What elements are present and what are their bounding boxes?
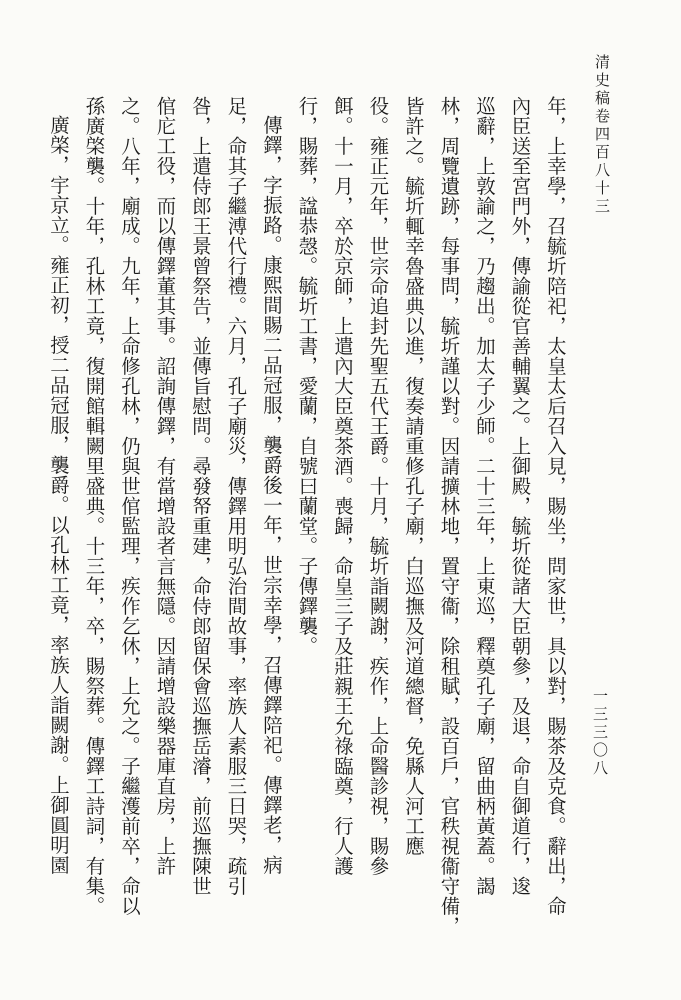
text-column: 巡辭，上敦諭之，乃趨出。加太子少師。二十三年，上東巡，釋奠孔子廟，留曲柄黃蓋。謁 bbox=[473, 96, 496, 896]
paragraph-start-column: 傳鐸，字振路。康熙間賜二品冠服，襲爵後一年，世宗幸學，召傳鐸陪祀。傳鐸老，病 bbox=[260, 115, 283, 876]
text-column: 咎，上遣侍郎王景曾祭告，並傳旨慰問。尋發帑重建，命侍郎留保會巡撫岳濬，前巡撫陳世 bbox=[189, 96, 212, 896]
text-column: 行，賜葬，諡恭愨。毓圻工書，愛蘭，自號曰蘭堂。子傳鐸襲。 bbox=[295, 96, 319, 656]
text-column: 役。雍正元年，世宗命追封先聖五代王爵。十月，毓圻詣闕謝，疾作，上命醫診視，賜參 bbox=[366, 96, 390, 876]
text-column: 足，命其子繼溥代行禮。六月，孔子廟災，傳鐸用明弘治間故事，率族人素服三日哭，疏引 bbox=[224, 96, 248, 896]
text-column: 孫廣棨襲。十年，孔林工竟，復開館輯闕里盛典。十三年，卒，賜祭葬。傳鐸工詩詞，有集。 bbox=[82, 96, 106, 916]
body-text bbox=[47, 96, 573, 968]
running-title: 清史稿卷四百八十三 bbox=[593, 54, 611, 216]
page-number: 一三三〇八 bbox=[591, 688, 609, 778]
text-column: 年，上幸學，召毓圻陪祀，太皇太后召入見，賜坐，問家世，具以對，賜茶及克食。辭出，命 bbox=[544, 96, 567, 916]
text-column: 餌。十一月，卒於京師，上遣內大臣奠茶酒。喪歸，命皇三子及莊親王允祿臨奠，行人護 bbox=[331, 96, 354, 876]
text-column: 林，周覽遺跡，每事問，毓圻謹以對。因請擴林地，置守衞，除租賦，設百戶，官秩視衞守備， bbox=[437, 96, 461, 936]
text-column: 皆許之。毓圻輒幸魯盛典以進，復奏請重修孔子廟，白巡撫及河道總督，免縣人河工應 bbox=[402, 96, 425, 856]
paragraph-start-column: 廣棨，宇京立。雍正初，授二品冠服，襲爵。以孔林工竟，率族人詣闕謝。上御圓明園 bbox=[47, 115, 70, 876]
text-column: 之。八年，廟成。九年，上命修孔林，仍與世倌監理，疾作乞休，上允之。子繼濩前卒，命以 bbox=[118, 96, 141, 916]
text-column: 內臣送至宮門外，傳諭從官善輔翼之。上御殿，毓圻從諸大臣朝參，及退，命自御道行，逡 bbox=[508, 96, 532, 896]
text-column: 倌庀工役，而以傳鐸董其事。詔詢傳鐸，有當增設者言無隱。因請增設樂器庫直房，上許 bbox=[153, 96, 177, 876]
